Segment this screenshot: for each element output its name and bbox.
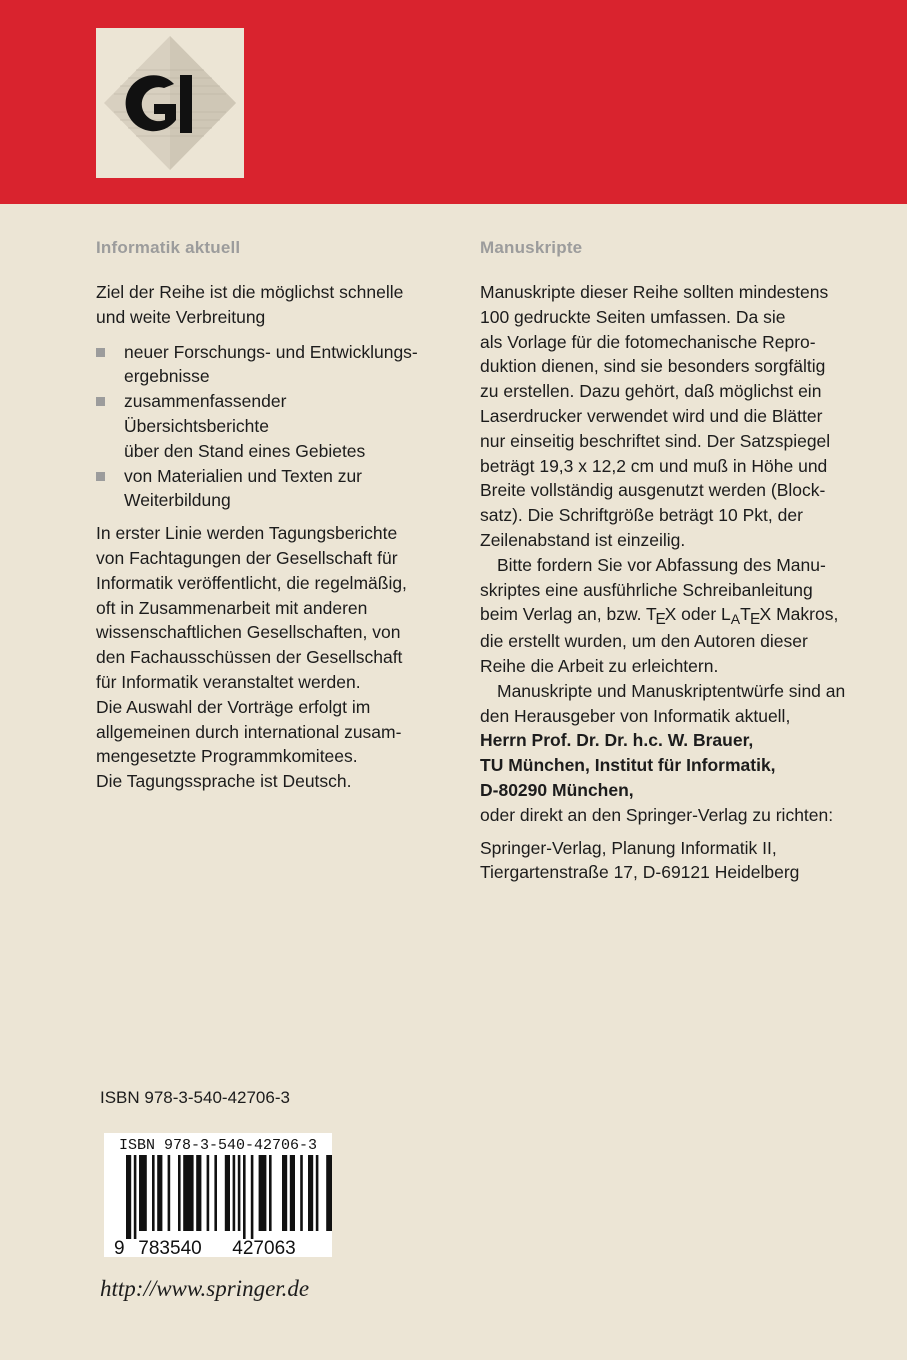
body-line: Reihe die Arbeit zu erleichtern. bbox=[480, 655, 719, 676]
series-description bbox=[96, 280, 436, 794]
body-line: nur einseitig beschriftet sind. Der Satzspiegel bbox=[480, 430, 831, 451]
barcode-bars bbox=[126, 1155, 332, 1239]
body-line: Manuskripte dieser Reihe sollten mindestens bbox=[480, 282, 829, 302]
body-line: Zeilenabstand ist einzeilig. bbox=[480, 529, 686, 550]
barcode-bar bbox=[139, 1155, 147, 1231]
list-item: von Materialien und Texten zur Weiterbildung bbox=[96, 464, 436, 514]
body-line: In erster Linie werden Tagungsberichte bbox=[96, 523, 398, 544]
barcode-bar bbox=[225, 1155, 230, 1231]
gi-logo-icon bbox=[96, 28, 244, 178]
body-line: die erstellt wurden, um den Autoren dieser bbox=[480, 631, 808, 652]
body-line: beträgt 19,3 x 12,2 cm und muß in Höhe und bbox=[480, 455, 828, 476]
body-line: Die Auswahl der Vorträge erfolgt im bbox=[96, 696, 371, 717]
body-line: 100 gedruckte Seiten umfassen. Da sie bbox=[480, 306, 786, 327]
body-line: den Herausgeber von Informatik aktuell, bbox=[480, 705, 791, 726]
manuscripts-description bbox=[480, 280, 860, 885]
barcode-bar bbox=[308, 1155, 313, 1231]
barcode-bar bbox=[269, 1155, 272, 1231]
body-line: skriptes eine ausführliche Schreibanleitung bbox=[480, 579, 813, 600]
barcode-bar bbox=[251, 1155, 254, 1239]
barcode-bar bbox=[152, 1155, 155, 1231]
publisher-line: Tiergartenstraße 17, D-69121 Heidelberg bbox=[480, 862, 800, 883]
address-line: D-80290 München, bbox=[480, 779, 634, 800]
bullet-square-icon bbox=[96, 472, 105, 481]
body-line: als Vorlage für die fotomechanische Repro- bbox=[480, 331, 816, 352]
body-line: Breite vollständig ausgenutzt werden (Block- bbox=[480, 480, 826, 501]
bullet-square-icon bbox=[96, 348, 105, 357]
barcode-bar bbox=[178, 1155, 181, 1231]
isbn-barcode bbox=[104, 1133, 332, 1257]
body-line: Bitte fordern Sie vor Abfassung des Manu- bbox=[497, 554, 826, 575]
barcode-bar bbox=[316, 1155, 319, 1231]
address-line: Herrn Prof. Dr. Dr. h.c. W. Brauer, bbox=[480, 730, 754, 751]
barcode-bar bbox=[259, 1155, 267, 1231]
body-line: für Informatik veranstaltet werden. bbox=[96, 671, 361, 692]
body-line: den Fachausschüssen der Gesellschaft bbox=[96, 647, 403, 668]
barcode-bar bbox=[168, 1155, 171, 1231]
barcode-bar bbox=[290, 1155, 295, 1231]
body-line: wissenschaftlichen Gesellschaften, von bbox=[96, 622, 401, 643]
publisher-url: http://www.springer.de bbox=[100, 1276, 310, 1301]
barcode-bar bbox=[134, 1155, 137, 1239]
barcode-bar bbox=[196, 1155, 201, 1231]
barcode-top-text: ISBN 978-3-540-42706-3 bbox=[118, 1137, 318, 1154]
tex-line: beim Verlag an, bzw. TEX oder $L_ATEX$ Makros, bbox=[480, 604, 839, 628]
barcode-bar bbox=[157, 1155, 162, 1231]
body-line: Manuskripte und Manuskriptentwürfe sind an bbox=[497, 680, 846, 701]
goals-list bbox=[96, 340, 436, 514]
barcode-bar bbox=[183, 1155, 193, 1231]
barcode-bar bbox=[243, 1155, 246, 1239]
barcode-bar bbox=[282, 1155, 287, 1231]
barcode-bar bbox=[214, 1155, 217, 1231]
barcode-bar bbox=[233, 1155, 236, 1231]
body-line: satz). Die Schriftgröße beträgt 10 Pkt, der bbox=[480, 505, 803, 526]
body-line: Informatik veröffentlicht, die regelmäßig, bbox=[96, 572, 407, 593]
address-line: TU München, Institut für Informatik, bbox=[480, 755, 776, 776]
barcode-digit-first: 9 bbox=[114, 1238, 125, 1257]
body-line: zu erstellen. Dazu gehört, daß möglichst ein bbox=[480, 381, 822, 402]
tex-logo: TEX bbox=[646, 604, 677, 628]
list-item: zusammenfassender Übersichtsberichte über den Stand eines Gebietes bbox=[96, 389, 436, 463]
barcode-digits-right: 427063 bbox=[232, 1238, 296, 1257]
barcode-bar bbox=[126, 1155, 131, 1239]
bullet-square-icon bbox=[96, 397, 105, 406]
intro-line: und weite Verbreitung bbox=[96, 306, 266, 327]
barcode-bar bbox=[300, 1155, 303, 1231]
body-line: duktion dienen, sind sie besonders sorgfältig bbox=[480, 356, 826, 377]
body-line: allgemeinen durch international zusam- bbox=[96, 721, 402, 742]
body-line: oder direkt an den Springer-Verlag zu richten: bbox=[480, 804, 834, 825]
gi-logo bbox=[96, 28, 244, 178]
latex-logo: $L_ATEX$ bbox=[721, 604, 772, 628]
barcode-bar bbox=[238, 1155, 241, 1231]
body-line: mengesetzte Programmkomitees. bbox=[96, 746, 358, 767]
barcode-bar bbox=[326, 1155, 332, 1231]
body-line: von Fachtagungen der Gesellschaft für bbox=[96, 547, 398, 568]
body-line: oft in Zusammenarbeit mit anderen bbox=[96, 597, 368, 618]
isbn-label: ISBN 978-3-540-42706-3 bbox=[100, 1088, 290, 1107]
body-line: Laserdrucker verwendet wird und die Blätter bbox=[480, 405, 823, 426]
intro-line: Ziel der Reihe ist die möglichst schnelle bbox=[96, 282, 404, 302]
barcode-digits-left: 783540 bbox=[138, 1238, 202, 1257]
manuscripts-heading: Manuskripte bbox=[480, 238, 583, 257]
list-item: neuer Forschungs- und Entwicklungs- ergebnisse bbox=[96, 340, 436, 390]
series-heading: Informatik aktuell bbox=[96, 238, 241, 257]
body-line: Die Tagungssprache ist Deutsch. bbox=[96, 771, 352, 792]
publisher-line: Springer-Verlag, Planung Informatik II, bbox=[480, 837, 777, 858]
barcode-bar bbox=[207, 1155, 210, 1231]
barcode-graphic bbox=[104, 1133, 332, 1257]
